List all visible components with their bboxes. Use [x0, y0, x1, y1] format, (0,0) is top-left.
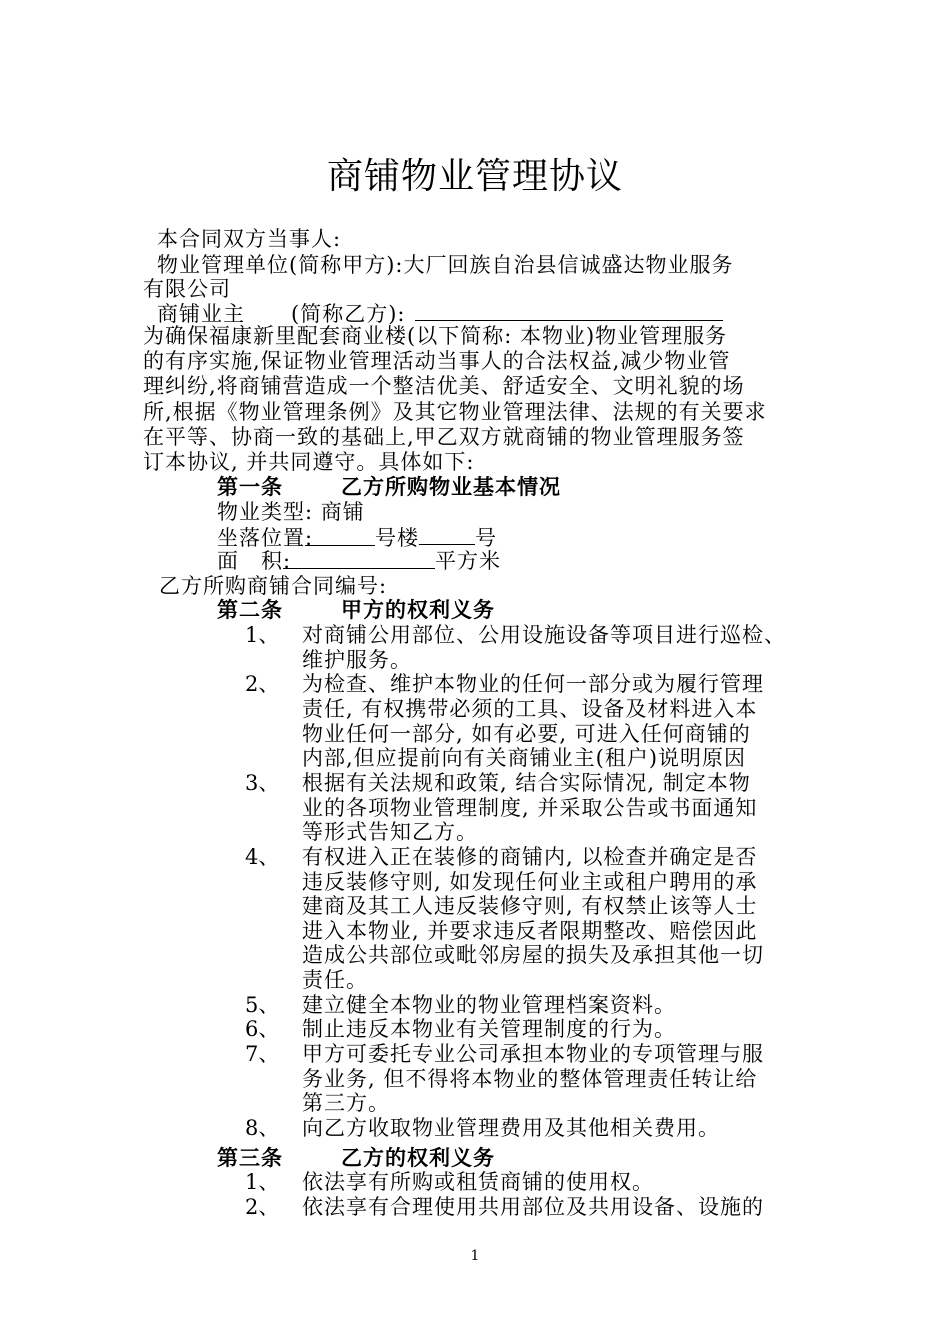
item-text-line: 维护服务。	[302, 647, 412, 672]
party-b-blank	[415, 300, 723, 321]
area-label: 面 积	[217, 549, 283, 573]
article3-heading	[217, 1145, 495, 1171]
item-text-line: 第三方。	[302, 1091, 390, 1116]
item-text-line: 甲方可委托专业公司承担本物业的专项管理与服	[302, 1042, 764, 1067]
item-text-line: 依法享有所购或租赁商铺的使用权。	[302, 1170, 654, 1194]
article3-number: 第三条	[217, 1145, 283, 1170]
item-text-line: 有权进入正在装修的商铺内, 以检查并确定是否	[302, 844, 758, 869]
item-text-line: 违反装修守则, 如发现任何业主或租户聘用的承	[302, 869, 758, 894]
article3-title: 乙方的权利义务	[341, 1145, 495, 1170]
article2-title: 甲方的权利义务	[341, 597, 495, 622]
item-text-line: 造成公共部位或毗邻房屋的损失及承担其他一切	[302, 943, 764, 968]
area-line	[217, 548, 501, 574]
preamble-line: 为确保福康新里配套商业楼(以下简称: 本物业)物业管理服务	[143, 324, 728, 348]
preamble-line: 的有序实施,保证物业管理活动当事人的合法权益,减少物业管	[143, 349, 731, 374]
item-text-line: 内部,但应提前向有关商铺业主(租户)说明原因	[302, 746, 747, 771]
party-a-line: 物业管理单位(简称甲方):大厂回族自治县信诚盛达物业服务	[157, 253, 734, 277]
article1-number: 第一条	[217, 474, 283, 499]
location-label: 坐落位置	[217, 526, 305, 550]
parties-intro: 本合同双方当事人:	[157, 227, 342, 251]
article2-number: 第二条	[217, 597, 283, 622]
location-building-blank: :	[305, 525, 375, 546]
item-text-line: 物业任何一部分, 如有必要, 可进入任何商铺的	[302, 721, 751, 746]
article1-title: 乙方所购物业基本情况	[341, 474, 561, 499]
item-text-line: 进入本物业, 并要求违反者限期整改、赔偿因此	[302, 918, 758, 943]
item-number: 1、	[245, 1170, 280, 1194]
area-unit: 平方米	[435, 549, 501, 573]
location-number-blank	[419, 524, 475, 545]
item-text-line: 业的各项物业管理制度, 并采取公告或书面通知	[302, 795, 758, 820]
item-text-line: 对商铺公用部位、公用设施设备等项目进行巡检、	[302, 623, 786, 647]
party-b-suffix: (简称乙方):	[291, 302, 406, 326]
item-text-line: 为检查、维护本物业的任何一部分或为履行管理	[302, 672, 764, 697]
page-number: 1	[470, 1248, 480, 1264]
item-number: 5、	[245, 992, 280, 1017]
item-text-line: 责任, 有权携带必须的工具、设备及材料进入本	[302, 696, 758, 721]
item-text-line: 根据有关法规和政策, 结合实际情况, 制定本物	[302, 770, 751, 795]
item-text-line: 向乙方收取物业管理费用及其他相关费用。	[302, 1116, 720, 1140]
contract-number-line: 乙方所购商铺合同编号:	[159, 574, 388, 598]
article1-heading	[217, 474, 561, 500]
document-title: 商铺物业管理协议	[326, 156, 623, 197]
preamble-line: 理纠纷,将商铺营造成一个整洁优美、舒适安全、文明礼貌的场	[143, 374, 745, 399]
item-number: 1、	[245, 623, 280, 647]
item-number: 3、	[245, 770, 280, 795]
item-text-line: 依法享有合理使用共用部位及共用设备、设施的	[302, 1195, 764, 1219]
item-text-line: 务业务, 但不得将本物业的整体管理责任转让给	[302, 1066, 758, 1091]
item-text-line: 建立健全本物业的物业管理档案资料。	[302, 992, 676, 1017]
party-b-label: 商铺业主	[157, 302, 245, 326]
item-text-line: 责任。	[302, 968, 368, 993]
item-number: 6、	[245, 1017, 280, 1042]
item-text-line: 建商及其工人违反装修守则, 有权禁止该等人士	[302, 894, 758, 919]
item-number: 7、	[245, 1042, 280, 1067]
preamble-line: 在平等、协商一致的基础上,甲乙双方就商铺的物业管理服务签	[143, 424, 745, 449]
preamble-line: 订本协议, 并共同遵守。具体如下:	[143, 450, 475, 474]
location-unit-number: 号	[475, 526, 497, 550]
item-number: 4、	[245, 844, 280, 869]
area-blank: :	[283, 548, 435, 569]
item-text-line: 制止违反本物业有关管理制度的行为。	[302, 1017, 676, 1042]
location-unit-building: 号楼	[375, 526, 419, 550]
article2-heading	[217, 597, 495, 623]
property-type: 物业类型: 商铺	[217, 500, 365, 524]
item-number: 2、	[245, 1195, 280, 1219]
preamble-line: 所,根据《物业管理条例》及其它物业管理法律、法规的有关要求	[143, 399, 767, 424]
item-text-line: 等形式告知乙方。	[302, 820, 478, 845]
location-line	[217, 524, 497, 551]
party-a-line-cont: 有限公司	[143, 277, 231, 301]
item-number: 2、	[245, 672, 280, 697]
item-number: 8、	[245, 1116, 280, 1140]
